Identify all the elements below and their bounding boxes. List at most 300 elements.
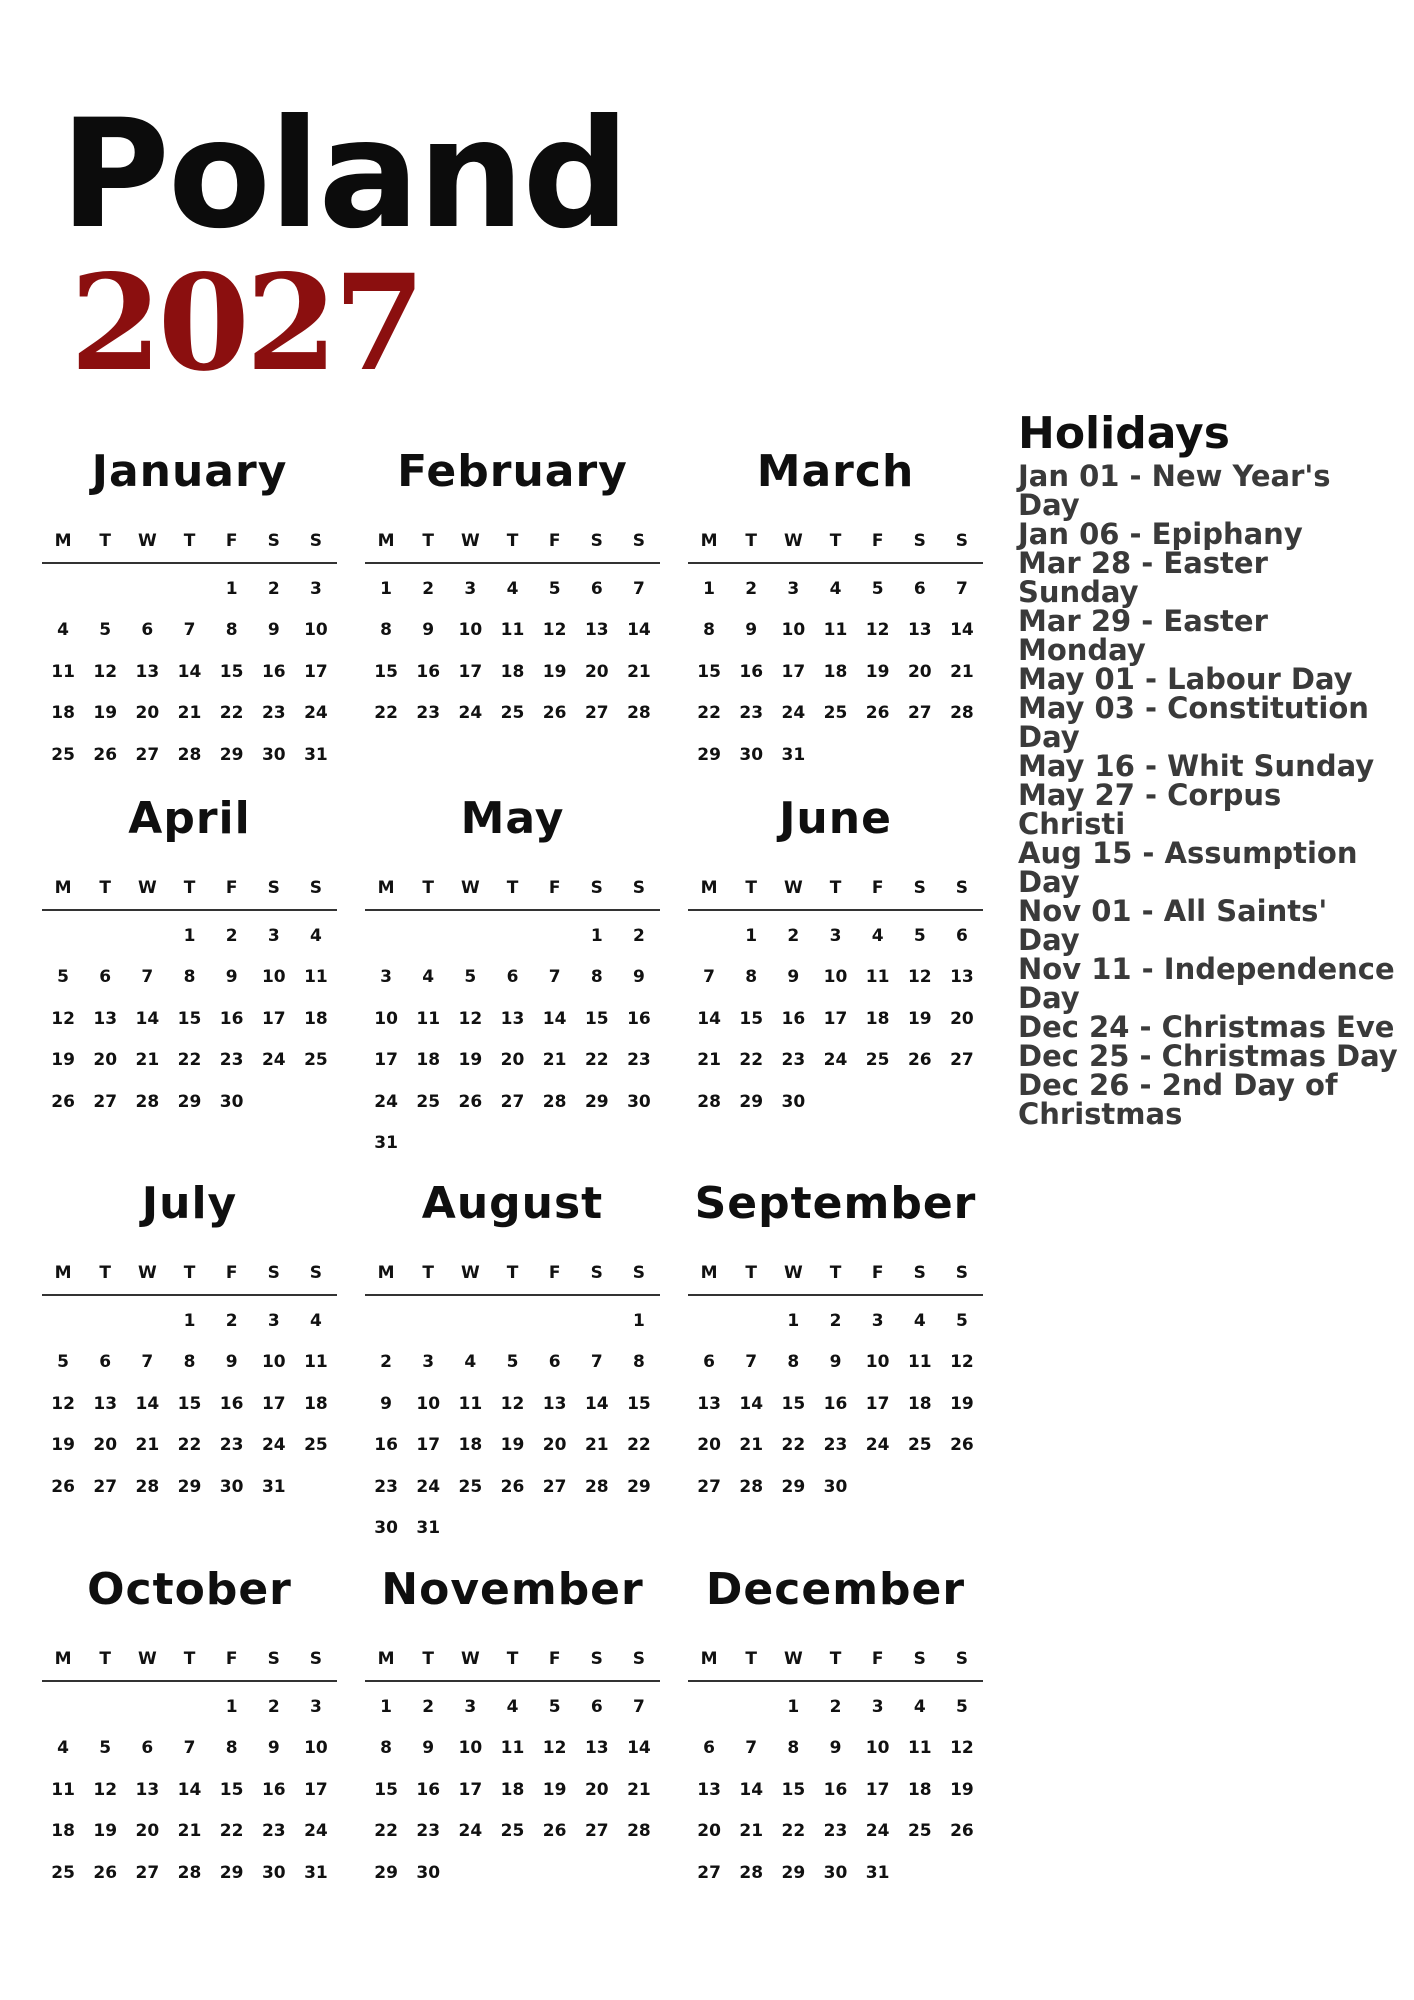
day-cell: 12 [865,620,890,641]
day-cell: 23 [219,1050,244,1071]
holiday-item: May 16 - Whit Sunday [1018,749,1375,784]
day-cell: 12 [907,967,932,988]
weekday-header: W [783,1263,803,1283]
weekday-header: T [829,1263,842,1283]
day-cell: 29 [781,1476,806,1497]
day-cell: 13 [697,1779,721,1800]
day-cell: 18 [304,1008,328,1029]
day-cell: 7 [183,1738,196,1759]
day-cell: 10 [304,620,328,641]
empty-cell [84,915,126,957]
day-cell: 10 [261,1352,286,1373]
day-cell: 30 [781,1091,806,1112]
weekday-header: S [955,531,969,551]
day-cell: 14 [177,1779,202,1800]
day-cell: 23 [416,703,441,724]
day-cell: 29 [219,1862,244,1883]
day-cell: 14 [627,1738,651,1759]
holiday-item: Nov 01 - All Saints' Day [1018,894,1328,958]
day-cell: 17 [458,661,483,682]
day-cell: 26 [51,1091,75,1112]
day-cell: 2 [267,1696,280,1717]
day-cell: 24 [374,1091,398,1112]
day-cell: 31 [374,1133,398,1154]
day-cell: 27 [697,1476,721,1497]
day-cell: 30 [374,1518,398,1539]
month-june [688,787,983,1123]
day-cell: 17 [374,1050,398,1071]
day-cell: 24 [416,1476,441,1497]
weekday-header: T [829,878,842,898]
day-cell: 29 [177,1091,202,1112]
day-cell: 20 [584,1779,609,1800]
day-cell: 8 [380,1738,392,1759]
empty-cell [84,568,126,610]
weekday-header: S [590,878,603,898]
day-cell: 16 [416,1779,441,1800]
weekday-header-row [688,526,983,556]
weekday-header: S [309,1649,323,1669]
day-cell: 30 [627,1091,651,1112]
weekday-header: M [700,531,718,551]
weekday-header: S [632,531,646,551]
day-cell: 20 [135,1821,160,1842]
day-cell: 1 [745,925,758,946]
day-cell: 21 [950,661,974,682]
month-name: October [87,1564,292,1615]
header-divider [42,1680,337,1682]
day-cell: 28 [135,1091,160,1112]
day-cell: 7 [632,1696,645,1717]
day-cell: 17 [458,1779,483,1800]
day-cell: 21 [135,1050,160,1071]
day-cell: 3 [267,1310,280,1331]
day-cell: 19 [500,1435,525,1456]
empty-cell [126,568,168,610]
day-cell: 23 [374,1476,398,1497]
day-cell: 21 [135,1435,160,1456]
header-divider [688,909,983,911]
day-cell: 28 [627,1821,651,1842]
day-cell: 29 [697,744,721,765]
day-cell: 17 [261,1008,286,1029]
day-cell: 12 [542,1738,567,1759]
holiday-item: Aug 15 - Assumption Day [1018,836,1358,900]
weekday-header: S [590,1263,603,1283]
day-cell: 7 [955,578,968,599]
day-cell: 26 [458,1091,483,1112]
empty-cell [407,1300,449,1342]
year-label: 2027 [70,246,422,401]
day-cell: 13 [135,1779,160,1800]
day-cell: 1 [380,578,392,599]
empty-cell [84,1300,126,1342]
day-cell: 30 [219,1091,244,1112]
day-cell: 22 [177,1435,202,1456]
empty-cell [688,1300,730,1342]
day-cell: 28 [950,703,974,724]
day-cell: 24 [304,703,328,724]
day-cell: 15 [739,1008,764,1029]
weekday-header: M [377,1263,395,1283]
day-cell: 25 [51,1862,75,1883]
day-cell: 20 [93,1435,118,1456]
day-cell: 16 [416,661,441,682]
month-name: July [141,1178,238,1229]
day-cell: 26 [93,1862,118,1883]
day-cell: 11 [823,620,848,641]
day-cell: 27 [500,1091,525,1112]
day-cell: 14 [584,1393,609,1414]
weekday-header: S [267,531,280,551]
day-cell: 28 [627,703,651,724]
day-cell: 27 [697,1862,721,1883]
day-cell: 1 [225,578,238,599]
month-name: January [91,446,288,497]
day-cell: 3 [422,1352,435,1373]
weekday-header: F [548,1263,561,1283]
day-cell: 22 [374,703,398,724]
day-cell: 10 [261,967,286,988]
day-cell: 13 [93,1393,118,1414]
day-cell: 1 [703,578,715,599]
day-cell: 16 [374,1435,398,1456]
day-cell: 10 [458,620,483,641]
empty-cell [42,1686,84,1728]
weekday-header: M [54,878,72,898]
day-cell: 18 [458,1435,483,1456]
day-cell: 9 [267,620,280,641]
empty-cell [365,1300,407,1342]
day-cell: 30 [261,744,286,765]
day-cell: 3 [871,1310,884,1331]
weekday-header-row [42,526,337,556]
day-cell: 16 [261,661,286,682]
day-cell: 8 [225,620,238,641]
month-february [365,440,660,734]
day-cell: 11 [416,1008,441,1029]
day-cell: 17 [304,661,328,682]
day-cell: 6 [590,578,603,599]
day-cell: 8 [787,1738,800,1759]
day-cell: 5 [57,1352,69,1373]
day-cell: 14 [135,1393,160,1414]
day-cell: 26 [865,703,890,724]
day-cell: 11 [500,620,525,641]
day-cell: 2 [745,578,758,599]
month-name: April [128,793,251,844]
day-cell: 11 [304,967,328,988]
day-cell: 14 [542,1008,567,1029]
day-cell: 25 [458,1476,483,1497]
day-cell: 19 [51,1435,75,1456]
day-cell: 8 [703,620,715,641]
empty-cell [534,915,576,957]
weekday-header-row [42,873,337,903]
day-cell: 19 [51,1050,75,1071]
day-cell: 3 [267,925,280,946]
day-grid [688,1300,983,1508]
day-cell: 13 [93,1008,118,1029]
day-cell: 3 [309,1696,322,1717]
weekday-header: M [54,1263,72,1283]
day-cell: 8 [590,967,603,988]
day-cell: 14 [697,1008,721,1029]
day-cell: 25 [907,1821,932,1842]
weekday-header: M [377,531,395,551]
day-cell: 22 [781,1435,806,1456]
day-cell: 25 [304,1050,328,1071]
day-cell: 29 [584,1091,609,1112]
weekday-header: T [183,878,196,898]
weekday-header-row [688,1644,983,1674]
day-cell: 20 [542,1435,567,1456]
day-cell: 3 [464,1696,477,1717]
empty-cell [365,915,407,957]
day-cell: 1 [590,925,603,946]
day-cell: 26 [907,1050,932,1071]
weekday-header: M [54,1649,72,1669]
day-cell: 6 [913,578,926,599]
day-grid [42,568,337,776]
weekday-header: T [183,1649,196,1669]
day-cell: 24 [865,1821,890,1842]
day-cell: 26 [93,744,118,765]
day-cell: 29 [219,744,244,765]
day-cell: 24 [865,1435,890,1456]
day-grid [365,568,660,734]
day-cell: 6 [99,1352,112,1373]
day-cell: 12 [93,1779,118,1800]
day-cell: 22 [177,1050,202,1071]
weekday-header: W [783,531,803,551]
day-cell: 3 [464,578,477,599]
weekday-header-row [365,526,660,556]
weekday-header: S [267,1263,280,1283]
weekday-header: W [137,1263,157,1283]
day-cell: 17 [261,1393,286,1414]
day-cell: 10 [458,1738,483,1759]
day-cell: 15 [219,661,244,682]
month-name: November [381,1564,644,1615]
day-cell: 17 [304,1779,328,1800]
weekday-header: T [745,531,758,551]
day-cell: 17 [416,1435,441,1456]
weekday-header: M [700,1263,718,1283]
weekday-header: T [506,531,519,551]
day-cell: 9 [787,967,800,988]
day-cell: 15 [584,1008,609,1029]
weekday-header: M [54,531,72,551]
weekday-header: W [460,531,480,551]
day-cell: 4 [422,967,435,988]
day-cell: 2 [422,1696,435,1717]
day-cell: 2 [380,1352,392,1373]
weekday-header: S [267,878,280,898]
day-cell: 6 [506,967,519,988]
day-cell: 16 [823,1393,848,1414]
weekday-header-row [688,1258,983,1288]
weekday-header: T [422,1649,435,1669]
day-cell: 12 [51,1393,75,1414]
day-cell: 25 [907,1435,932,1456]
weekday-header: W [783,1649,803,1669]
header-divider [688,1680,983,1682]
day-cell: 23 [219,1435,244,1456]
day-cell: 31 [304,744,328,765]
day-cell: 17 [865,1779,890,1800]
day-cell: 27 [584,703,609,724]
day-cell: 20 [950,1008,974,1029]
holiday-item: Dec 24 - Christmas Eve [1018,1010,1395,1045]
day-cell: 6 [141,620,154,641]
weekday-header: S [632,1649,646,1669]
day-cell: 13 [907,620,932,641]
day-cell: 8 [380,620,392,641]
month-may [365,787,660,1164]
empty-cell [42,1300,84,1342]
day-cell: 13 [542,1393,567,1414]
day-cell: 24 [458,703,483,724]
day-cell: 31 [865,1862,890,1883]
day-cell: 30 [739,744,764,765]
empty-cell [730,1686,772,1728]
holidays-title: Holidays [1018,408,1230,459]
day-cell: 7 [745,1738,758,1759]
day-cell: 22 [219,1821,244,1842]
month-december [688,1558,983,1894]
day-cell: 7 [745,1352,758,1373]
weekday-header: T [99,531,112,551]
weekday-header: S [590,531,603,551]
day-cell: 21 [697,1050,721,1071]
weekday-header: T [829,1649,842,1669]
day-grid [688,568,983,776]
weekday-header: S [309,1263,323,1283]
weekday-header: T [99,1263,112,1283]
day-cell: 9 [829,1352,842,1373]
day-cell: 28 [697,1091,721,1112]
header-divider [365,562,660,564]
empty-cell [407,915,449,957]
day-cell: 18 [500,1779,525,1800]
day-cell: 27 [93,1476,118,1497]
empty-cell [42,568,84,610]
weekday-header: T [422,878,435,898]
day-cell: 11 [51,661,75,682]
day-cell: 31 [781,744,806,765]
day-cell: 20 [697,1435,721,1456]
day-cell: 25 [500,703,525,724]
day-cell: 18 [51,703,75,724]
day-cell: 9 [380,1393,392,1414]
day-cell: 13 [500,1008,525,1029]
day-cell: 10 [865,1738,890,1759]
day-cell: 7 [703,967,715,988]
day-cell: 5 [955,1696,968,1717]
day-cell: 9 [225,1352,238,1373]
day-cell: 15 [781,1779,806,1800]
day-cell: 5 [99,620,112,641]
day-cell: 25 [304,1435,328,1456]
day-cell: 21 [739,1821,764,1842]
day-cell: 18 [304,1393,328,1414]
header-divider [365,909,660,911]
day-cell: 6 [703,1738,715,1759]
day-grid [688,915,983,1123]
day-cell: 14 [950,620,974,641]
month-september [688,1172,983,1508]
day-cell: 13 [697,1393,721,1414]
day-cell: 14 [627,620,651,641]
weekday-header: W [460,878,480,898]
weekday-header: S [955,878,969,898]
day-cell: 8 [183,1352,196,1373]
weekday-header: F [225,531,238,551]
weekday-header: W [137,531,157,551]
weekday-header: F [548,878,561,898]
day-cell: 13 [584,620,609,641]
day-cell: 11 [51,1779,75,1800]
month-name: March [756,446,915,497]
day-cell: 2 [829,1310,842,1331]
day-cell: 19 [542,1779,567,1800]
day-cell: 18 [500,661,525,682]
day-cell: 9 [267,1738,280,1759]
day-cell: 24 [458,1821,483,1842]
header-divider [42,909,337,911]
weekday-header: T [422,531,435,551]
day-cell: 12 [950,1738,974,1759]
day-cell: 8 [745,967,758,988]
weekday-header: S [309,878,323,898]
weekday-header-row [42,1644,337,1674]
weekday-header: M [377,878,395,898]
day-cell: 15 [219,1779,244,1800]
weekday-header: S [632,1263,646,1283]
day-cell: 24 [781,703,806,724]
holiday-item: Mar 28 - Easter Sunday [1018,546,1268,610]
day-cell: 12 [542,620,567,641]
day-cell: 25 [51,744,75,765]
day-cell: 28 [177,1862,202,1883]
holiday-item: Jan 01 - New Year's Day [1018,459,1331,523]
day-cell: 12 [950,1352,974,1373]
day-cell: 12 [458,1008,483,1029]
weekday-header: W [783,878,803,898]
day-cell: 29 [627,1476,651,1497]
empty-cell [688,915,730,957]
day-cell: 7 [141,1352,154,1373]
day-cell: 18 [416,1050,441,1071]
day-cell: 1 [225,1696,238,1717]
day-cell: 28 [584,1476,609,1497]
day-cell: 18 [823,661,848,682]
day-cell: 17 [781,661,806,682]
weekday-header-row [365,873,660,903]
weekday-header: T [183,531,196,551]
day-cell: 27 [907,703,932,724]
day-cell: 21 [177,1821,202,1842]
day-cell: 9 [225,967,238,988]
day-cell: 5 [913,925,926,946]
holiday-item: Nov 11 - Independence Day [1018,952,1395,1016]
day-cell: 4 [506,578,519,599]
day-cell: 25 [500,1821,525,1842]
day-cell: 1 [183,1310,196,1331]
day-cell: 16 [781,1008,806,1029]
day-cell: 14 [739,1779,764,1800]
